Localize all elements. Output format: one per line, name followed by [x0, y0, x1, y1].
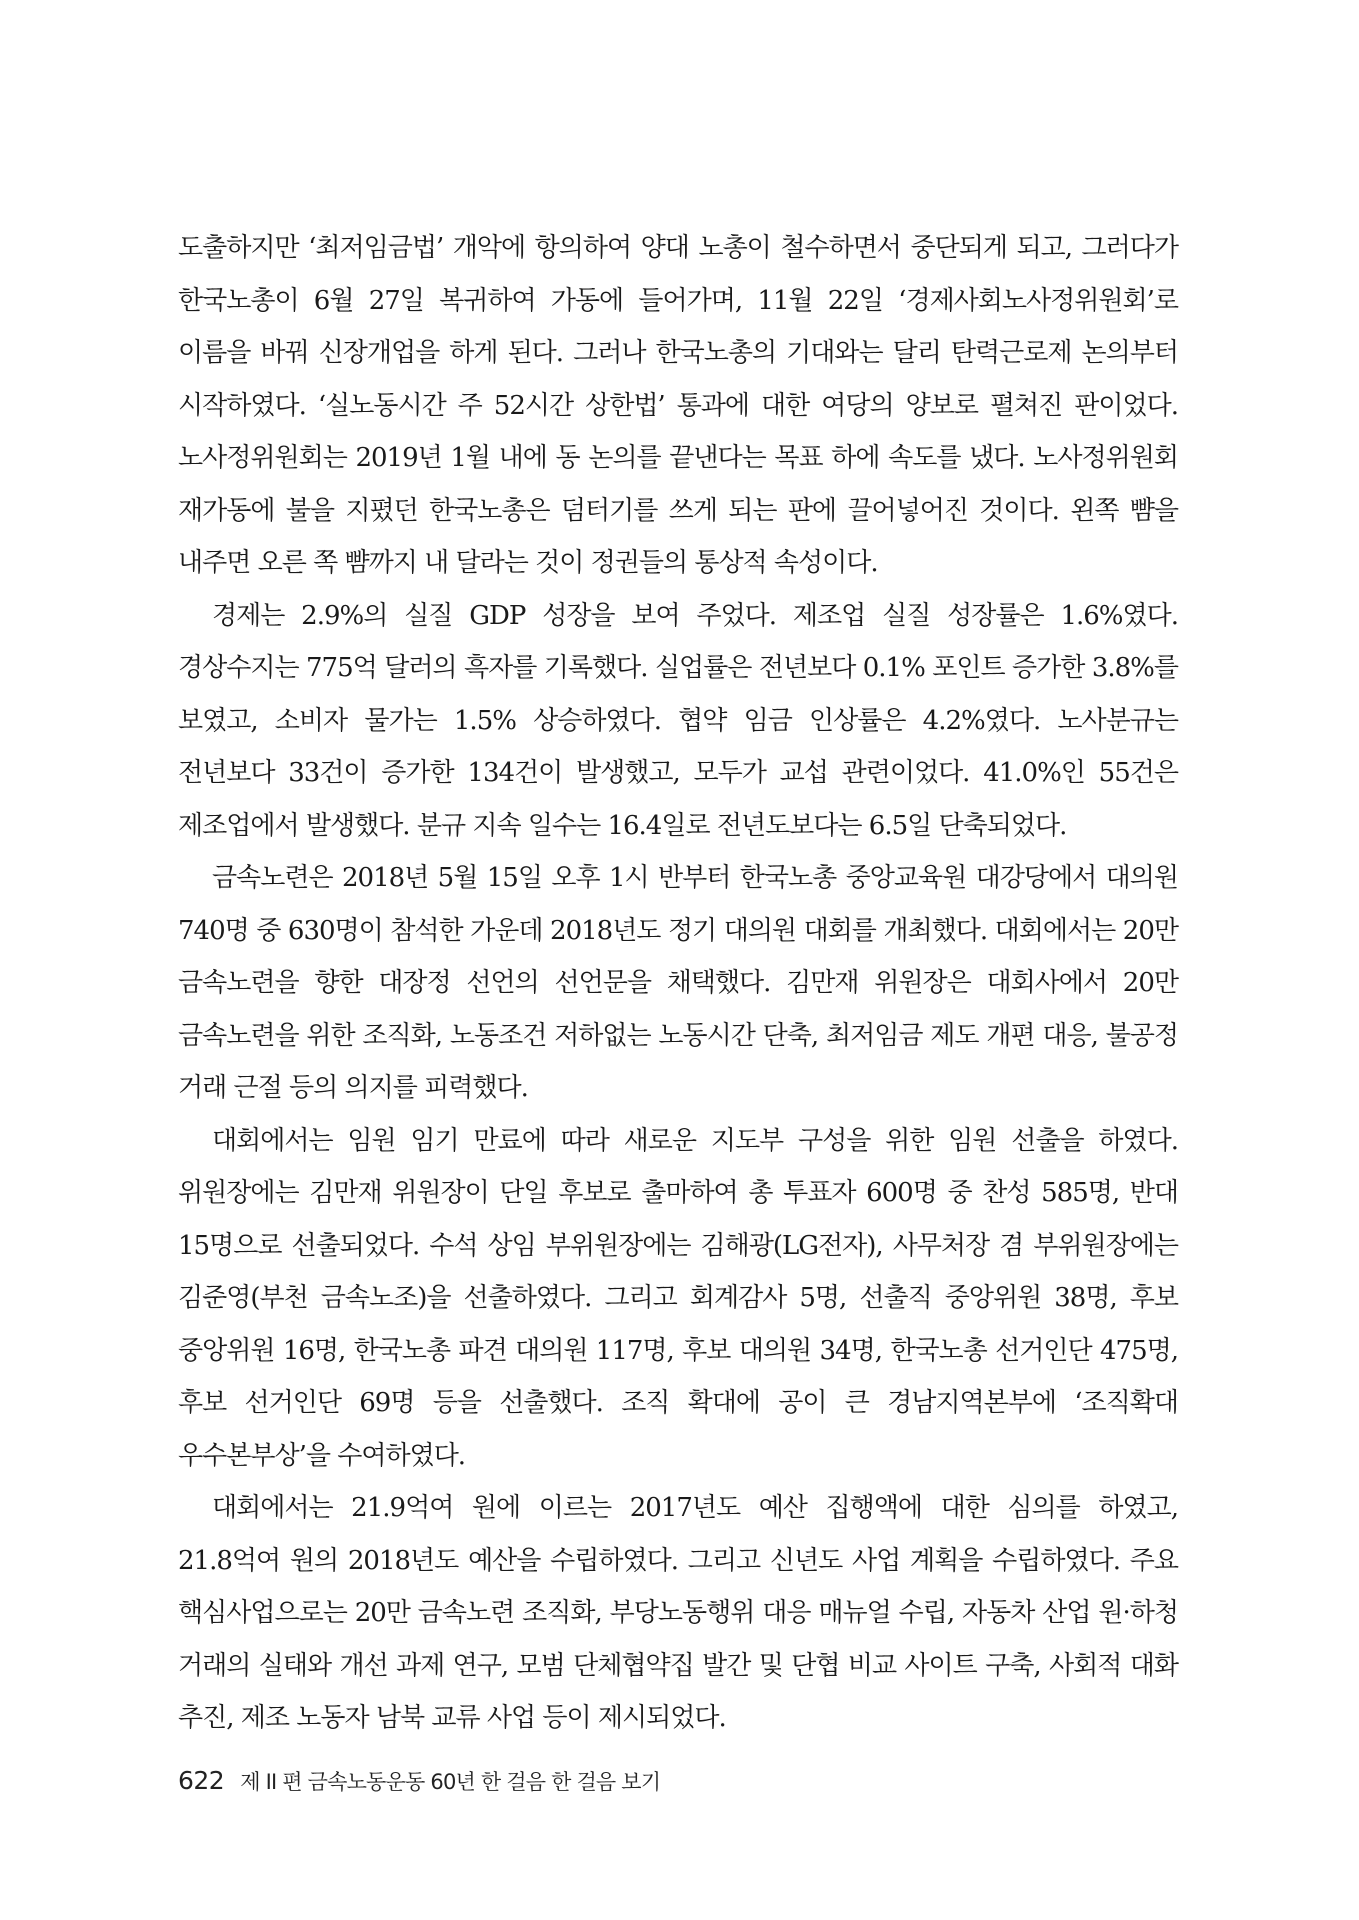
paragraph-3: 금속노련은 2018년 5월 15일 오후 1시 반부터 한국노총 중앙교육원 대강당에서 대의원 740명 중 630명이 참석한 가운데 2018년도 정기 대의원 대회를 개최했다. 대회에서는 20만 금속노련을 향한 대장정 선언의 선언문을 채택했다. 김만재 위원장은 대회사에서 20만 금속노련을 위한 조직화, 노동조건 저하없는 노동시간 단축, 최저임금 제도 개편 대응, 불공정 거래 근절 등의 의지를 피력했다.: [178, 863, 1178, 1103]
page-number: 622: [178, 1766, 225, 1795]
paragraph-2: 경제는 2.9%의 실질 GDP 성장을 보여 주었다. 제조업 실질 성장률은 1.6%였다. 경상수지는 775억 달러의 흑자를 기록했다. 실업률은 전년보다 0.1% 포인트 증가한 3.8%를 보였고, 소비자 물가는 1.5% 상승하였다. 협약 임금 인상률은 4.2%였다. 노사분규는 전년보다 33건이 증가한 134건이 발생했고, 모두가 교섭 관련이었다. 41.0%인 55건은 제조업에서 발생했다. 분규 지속 일수는 16.4일로 전년도보다는 6.5일 단축되었다.: [178, 600, 1178, 841]
paragraph-4: 대회에서는 임원 임기 만료에 따라 새로운 지도부 구성을 위한 임원 선출을 하였다. 위원장에는 김만재 위원장이 단일 후보로 출마하여 총 투표자 600명 중 찬성 585명, 반대 15명으로 선출되었다. 수석 상임 부위원장에는 김해광(LG전자), 사무처장 겸 부위원장에는 김준영(부천 금속노조)을 선출하였다. 그리고 회계감사 5명, 선출직 중앙위원 38명, 후보 중앙위원 16명, 한국노총 파견 대의원 117명, 후보 대의원 34명, 한국노총 선거인단 475명, 후보 선거인단 69명 등을 선출했다. 조직 확대에 공이 큰 경남지역본부에 ‘조직확대 우수본부상’을 수여하였다.: [178, 1125, 1178, 1471]
paragraph-5: 대회에서는 21.9억여 원에 이르는 2017년도 예산 집행액에 대한 심의를 하였고, 21.8억여 원의 2018년도 예산을 수립하였다. 그리고 신년도 사업 계획을 수립하였다. 주요 핵심사업으로는 20만 금속노련 조직화, 부당노동행위 대응 매뉴얼 수립, 자동차 산업 원·하청 거래의 실태와 개선 과제 연구, 모범 단체협약집 발간 및 단협 비교 사이트 구축, 사회적 대화 추진, 제조 노동자 남북 교류 사업 등이 제시되었다.: [178, 1493, 1178, 1733]
page-footer: [178, 1766, 660, 1796]
paragraph-1: 도출하지만 ‘최저임금법’ 개악에 항의하여 양대 노총이 철수하면서 중단되게 되고, 그러다가 한국노총이 6월 27일 복귀하여 가동에 들어가며, 11월 22일 ‘경제사회노사정위원회’로 이름을 바꿔 신장개업을 하게 된다. 그러나 한국노총의 기대와는 달리 탄력근로제 논의부터 시작하였다. ‘실노동시간 주 52시간 상한법’ 통과에 대한 여당의 양보로 펼쳐진 판이었다. 노사정위원회는 2019년 1월 내에 동 논의를 끝낸다는 목표 하에 속도를 냈다. 노사정위원회 재가동에 불을 지폈던 한국노총은 덤터기를 쓰게 되는 판에 끌어넣어진 것이다. 왼쪽 뺨을 내주면 오른 쪽 뺨까지 내 달라는 것이 정권들의 통상적 속성이다.: [178, 233, 1178, 578]
body-text: [178, 222, 1178, 1745]
running-head: 제 II 편 금속노동운동 60년 한 걸음 한 걸음 보기: [240, 1770, 661, 1794]
